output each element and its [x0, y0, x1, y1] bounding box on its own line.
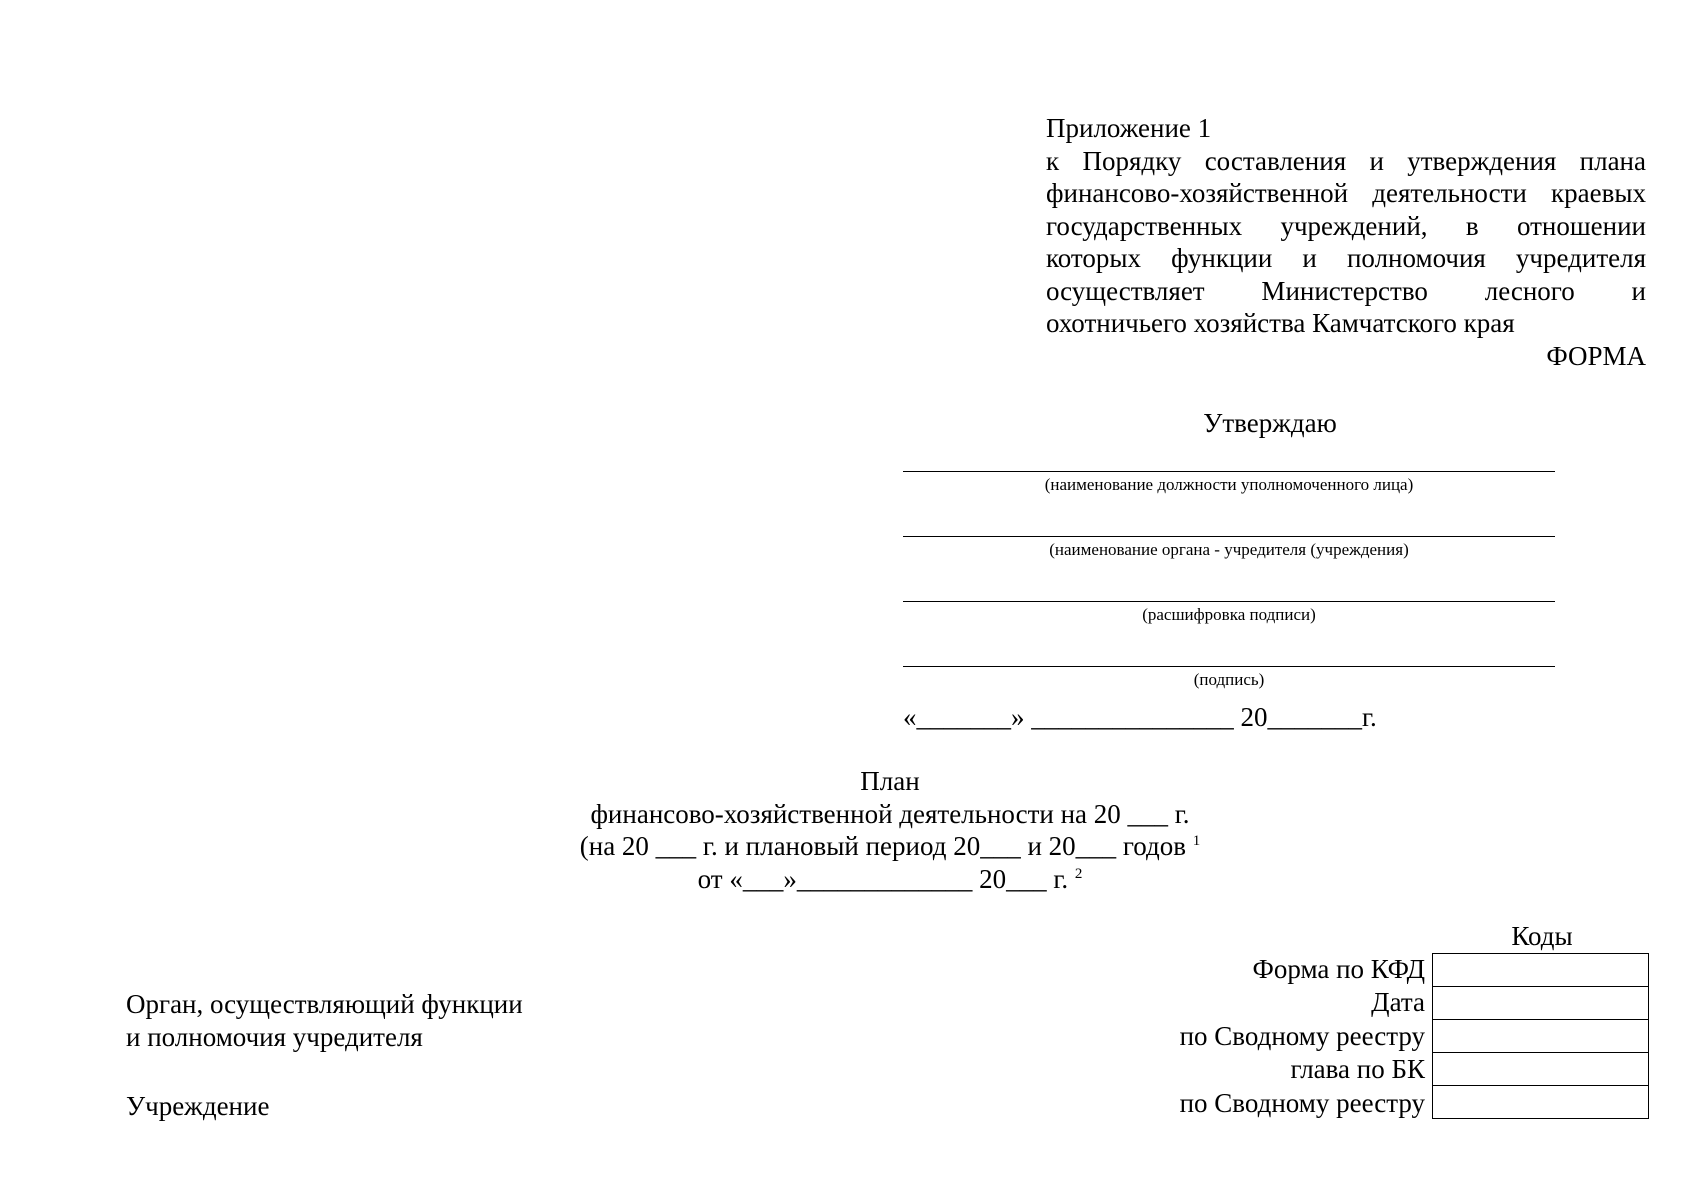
code-cell-registry-2[interactable] [1433, 1086, 1648, 1118]
signature-caption: (подпись) [1193, 670, 1265, 689]
appendix-line: осуществляет Министерство лесного и [1046, 275, 1646, 306]
appendix-title: Приложение 1 [1046, 113, 1212, 143]
plan-title-block [450, 765, 1330, 895]
appendix-line: к Порядку составления и утверждения плана [1046, 145, 1646, 176]
codes-labels [1050, 953, 1425, 1120]
code-cell-chapter-bk[interactable] [1433, 1053, 1648, 1086]
code-label-registry-2: по Сводному реестру [1179, 1087, 1425, 1118]
code-label-kfd: Форма по КФД [1252, 954, 1425, 984]
appendix-line: которых функции и полномочия учредителя [1046, 243, 1646, 273]
appendix-line: финансово-хозяйственной деятельности краевых [1046, 178, 1646, 208]
footnote-2-marker: 2 [1074, 865, 1083, 882]
organ-label: Орган, осуществляющий функции и полномочия учредителя [126, 989, 523, 1052]
decryption-signature-line[interactable] [903, 601, 1555, 602]
appendix-block [1046, 112, 1646, 372]
code-label-registry: по Сводному реестру [1179, 1020, 1425, 1051]
appendix-line: охотничьего хозяйства Камчатского края [1046, 308, 1515, 338]
organ-caption: (наименование органа - учредителя (учреждения) [1049, 540, 1409, 559]
organ-signature-line[interactable] [903, 536, 1555, 537]
codes-title: Коды [1511, 921, 1573, 951]
code-cell-kfd[interactable] [1433, 954, 1648, 987]
code-cell-registry[interactable] [1433, 1020, 1648, 1053]
footnote-1-marker: 1 [1192, 833, 1201, 849]
plan-subtitle: финансово-хозяйственной деятельности на 20 ___ г. [590, 798, 1190, 829]
signature-line[interactable] [903, 666, 1555, 667]
code-cell-date[interactable] [1433, 987, 1648, 1020]
plan-title: План [860, 766, 920, 796]
position-caption: (наименование должности уполномоченного лица) [1044, 475, 1414, 494]
position-signature-line[interactable] [903, 471, 1555, 472]
code-label-date: Дата [1371, 987, 1425, 1018]
codes-table [1432, 953, 1649, 1119]
institution-label: Учреждение [126, 1091, 270, 1121]
form-label: ФОРМА [1546, 340, 1646, 371]
decryption-caption: (расшифровка подписи) [1142, 605, 1316, 624]
plan-period: (на 20 ___ г. и плановый период 20___ и 20___ годов $^1$ [579, 831, 1201, 861]
approval-title: Утверждаю [1203, 408, 1337, 438]
code-label-chapter-bk: глава по БК [1290, 1054, 1425, 1085]
approval-date-line[interactable]: «_______» _______________ 20_______г. [903, 702, 1377, 732]
plan-date: от «___»_____________ 20___ г. $^2$ [697, 863, 1083, 894]
appendix-line: государственных учреждений, в отношении [1046, 210, 1646, 241]
